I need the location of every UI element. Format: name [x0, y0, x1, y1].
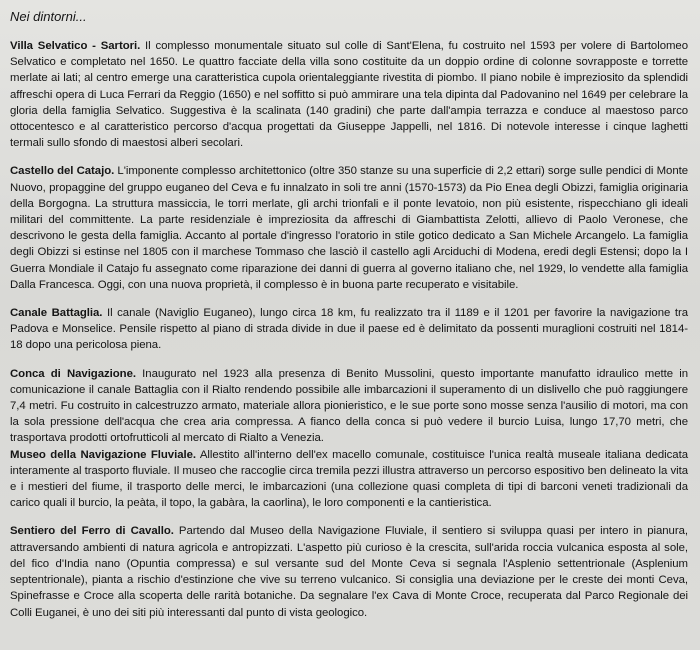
section-museo-navigazione: [10, 447, 688, 512]
section-body: Partendo dal Museo della Navigazione Fluviale, il sentiero si sviluppa quasi per intero in pianura, attraversando ambienti di natura agricola e antropizzati. L'aspetto più curioso è la crescita, sull'arida roccia vulcanica esposta al sole, del fico d'India nano (Opuntia compressa) e sul versante sud del Monte Ceva si segnala l'Asplenio settentrionale (Asplenium septentrionale), pianta a rischio d'estinzione che vive su terreno vulcanico. Si consiglia una deviazione per le creste dei monti Ceva, Spinefrasse e Croce alla scoperta delle rarità botaniche. Da segnalare l'ex Cava di Monte Croce, recuperata dal Parco Regionale dei Colli Euganei, è uno dei siti più interessanti dal punto di vista geologico.: [10, 525, 688, 619]
section-title: Sentiero del Ferro di Cavallo.: [10, 525, 174, 538]
section-sentiero-ferro-cavallo: [10, 523, 688, 620]
section-title: Museo della Navigazione Fluviale.: [10, 448, 197, 461]
section-body: Il canale (Naviglio Euganeo), lungo circa 18 km, fu realizzato tra il 1189 e il 1201 per favorire la navigazione tra Padova e Monselice. Pensile rispetto al piano di strada divide in due il paese ed è delimitato da possenti muraglioni costruiti nel 1814-18 dopo una pericolosa piena.: [10, 307, 689, 352]
section-title: Canale Battaglia.: [10, 307, 103, 320]
section-body: Inaugurato nel 1923 alla presenza di Benito Mussolini, questo importante manufatto idraulico mette in comunicazione il canale Battaglia con il Rialto rendendo possibile alle imbarcazioni il superamento di un dislivello che può raggiungere 7,4 metri. Fu costruito in calcestruzzo armato, materiale allora pionieristico, e le sue porte sono mosse senza l'ausilio di motori, ma con la sola pressione dell'acqua che crea aria compressa. A fianco della conca si può vedere il burcio Luisa, lungo 17,70 metri, che trasportava prodotti ortofrutticoli al mercato di Rialto a Venezia.: [10, 367, 688, 445]
section-canale-battaglia: [10, 305, 688, 354]
section-body: L'imponente complesso architettonico (oltre 350 stanze su una superficie di 2,2 ettari) sorge sulle pendici di Monte Nuovo, propaggine del gruppo euganeo del Ceva e fu innalzato in soli tre anni (1570-1573) da Pio Enea degli Obizzi, famiglia originaria della Borgogna. La struttura massiccia, le torri merlate, gli archi trionfali e il ponte levatoio, non più esistente, rispecchiano gli ideali militari del committente. La parte residenziale è impreziosita da affreschi di Giambattista Zelotti, allievo di Paolo Veronese, che descrivono le gesta della famiglia. Accanto al portale d'ingresso l'oratorio in stile gotico dedicato a San Michele Arcangelo. La famiglia degli Obizzi si estinse nel 1805 con il marchese Tommaso che lasciò il castello agli Arciduchi di Modena, eredi degli Estensi; dopo la I Guerra Mondiale il Catajo fu assegnato come riparazione dei danni di guerra al governo italiano che, nel 1929, lo vendette alla famiglia Dalla Francesca. Oggi, con una nuova proprietà, il complesso è in buona parte recuperato e visitabile.: [10, 165, 688, 291]
page-heading: Nei dintorni...: [10, 9, 87, 24]
section-title: Castello del Catajo.: [10, 165, 115, 178]
section-villa-selvatico: [10, 38, 688, 151]
section-body: Il complesso monumentale situato sul colle di Sant'Elena, fu costruito nel 1593 per volere di Bartolomeo Selvatico e completato nel 1650. Le quattro facciate della villa sono costituite da un doppio ordine di colonne sovrapposte e torrette merlate ai lati; al centro emerge una caratteristica cupola orientaleggiante rivestita di piombo. Il piano nobile è impreziosito da splendidi affreschi opera di Luca Ferrari da Reggio (1650) e nel soffitto si può ammirare una tela dipinta dal Padovanino nel 1649 per celebrare la gloria della famiglia Selvatico. Suggestiva è la scalinata (140 gradini) che parte dall'ampia terrazza e conduce al maestoso parco ottocentesco e al caratteristico percorso d'acqua progettati da Giuseppe Jappelli, nel 1816. Di notevole interesse i cinque laghetti termali sullo sfondo di maestosi alberi secolari.: [10, 40, 688, 150]
section-title: Villa Selvatico - Sartori.: [10, 40, 141, 52]
section-conca-navigazione: [10, 366, 688, 447]
section-castello-catajo: [10, 163, 688, 293]
section-title: Conca di Navigazione.: [10, 367, 136, 380]
section-body: Allestito all'interno dell'ex macello comunale, costituisce l'unica realtà museale italiana dedicata interamente al trasporto fluviale. Il museo che raccoglie circa tremila pezzi illustra attraverso un percorso espositivo ben delineato la vita e i mestieri del fiume, il trasporto delle merci, le imbarcazioni (una collezione quasi completa di tipi di barconi veneti tradizionali da carico quali il burcio, la peàta, il topo, la gabàra, la caorlina), le loro componenti e la cantieristica.: [10, 448, 688, 510]
